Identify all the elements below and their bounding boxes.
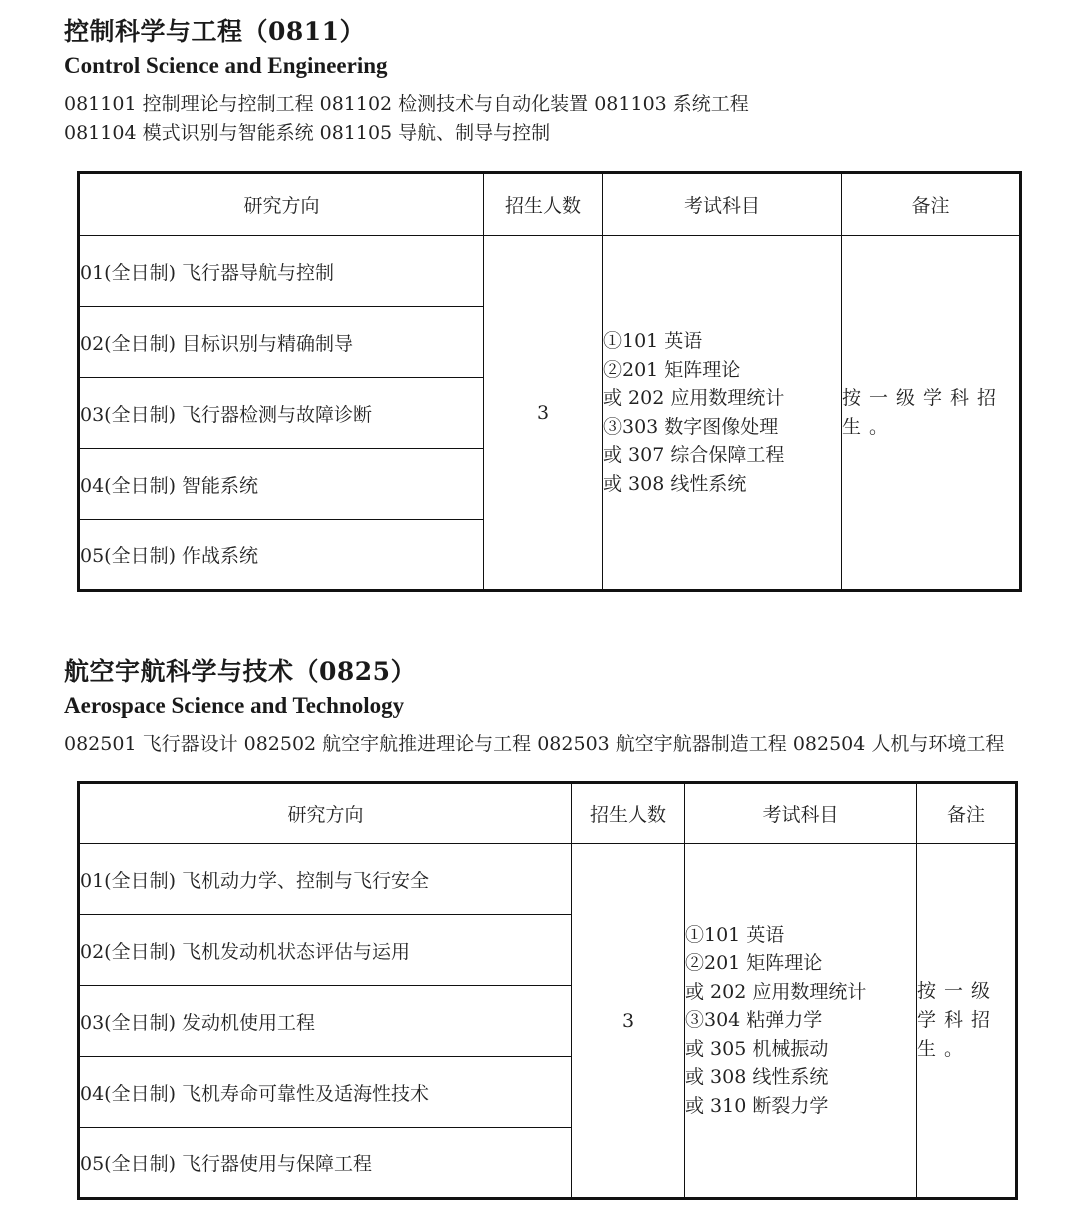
exam-subject-line: ②201 矩阵理论 [603, 358, 741, 381]
header-notes: 备注 [917, 783, 1017, 844]
header-exam-subjects: 考试科目 [603, 173, 842, 236]
subject-line: 081104 模式识别与智能系统 081105 导航、制导与控制 [64, 122, 551, 144]
research-direction-cell: 04(全日制) 智能系统 [79, 449, 484, 520]
header-enrollment: 招生人数 [484, 173, 603, 236]
exam-subject-line: 或 307 综合保障工程 [603, 444, 785, 466]
research-direction-cell: 03(全日制) 发动机使用工程 [79, 986, 572, 1057]
subject-line: 082501 飞行器设计 082502 航空宇航推进理论与工程 082503 航空宇航器制造工程 082504 人机与环境工程 [64, 733, 1005, 755]
section-english-title: Control Science and Engineering [64, 53, 388, 78]
note-text: 按一级学科招生。 [917, 980, 999, 1060]
exam-subject-line: 或 308 线性系统 [603, 472, 747, 495]
exam-subjects-cell [603, 236, 842, 591]
research-direction-cell: 01(全日制) 飞机动力学、控制与飞行安全 [79, 844, 572, 915]
notes-cell [842, 236, 1021, 591]
exam-subject-line: ①101 英语 [685, 923, 785, 946]
research-direction-cell: 05(全日制) 作战系统 [79, 520, 484, 591]
enrollment-count: 3 [484, 236, 603, 591]
research-direction-table [77, 781, 1018, 1200]
header-enrollment: 招生人数 [572, 783, 685, 844]
table-header-row [79, 783, 1017, 844]
enrollment-count: 3 [572, 844, 685, 1199]
section-title: 航空宇航科学与技术（0825） [64, 657, 417, 686]
research-direction-cell: 01(全日制) 飞行器导航与控制 [79, 236, 484, 307]
header-research-direction: 研究方向 [79, 783, 572, 844]
exam-subjects-cell [685, 844, 917, 1199]
table-row [79, 236, 1021, 307]
exam-subject-line: 或 202 应用数理统计 [685, 980, 867, 1003]
research-direction-cell: 05(全日制) 飞行器使用与保障工程 [79, 1128, 572, 1199]
research-direction-cell: 04(全日制) 飞机寿命可靠性及适海性技术 [79, 1057, 572, 1128]
exam-subject-line: 或 305 机械振动 [685, 1037, 829, 1060]
exam-subject-line: ①101 英语 [603, 330, 703, 352]
notes-cell [917, 844, 1017, 1199]
exam-subject-line: 或 308 线性系统 [685, 1066, 829, 1089]
research-direction-table [77, 171, 1022, 592]
exam-subject-line: ②201 矩阵理论 [685, 952, 823, 975]
research-direction-cell: 02(全日制) 飞机发动机状态评估与运用 [79, 915, 572, 986]
exam-subject-line: 或 202 应用数理统计 [603, 387, 785, 409]
exam-subject-line: 或 310 断裂力学 [685, 1094, 829, 1117]
table-row [79, 844, 1017, 915]
header-exam-subjects: 考试科目 [685, 783, 917, 844]
exam-subject-line: ③304 粘弹力学 [685, 1009, 823, 1032]
section-english-title: Aerospace Science and Technology [64, 693, 405, 718]
research-direction-cell: 02(全日制) 目标识别与精确制导 [79, 307, 484, 378]
research-direction-cell: 03(全日制) 飞行器检测与故障诊断 [79, 378, 484, 449]
exam-subject-line: ③303 数字图像处理 [603, 415, 779, 438]
header-research-direction: 研究方向 [79, 173, 484, 236]
note-text: 按一级学科招生。 [842, 386, 1005, 438]
subject-line: 081101 控制理论与控制工程 081102 检测技术与自动化装置 081103 系统工程 [64, 93, 749, 115]
section-title: 控制科学与工程（0811） [64, 17, 366, 46]
table-header-row [79, 173, 1021, 236]
header-notes: 备注 [842, 173, 1021, 236]
